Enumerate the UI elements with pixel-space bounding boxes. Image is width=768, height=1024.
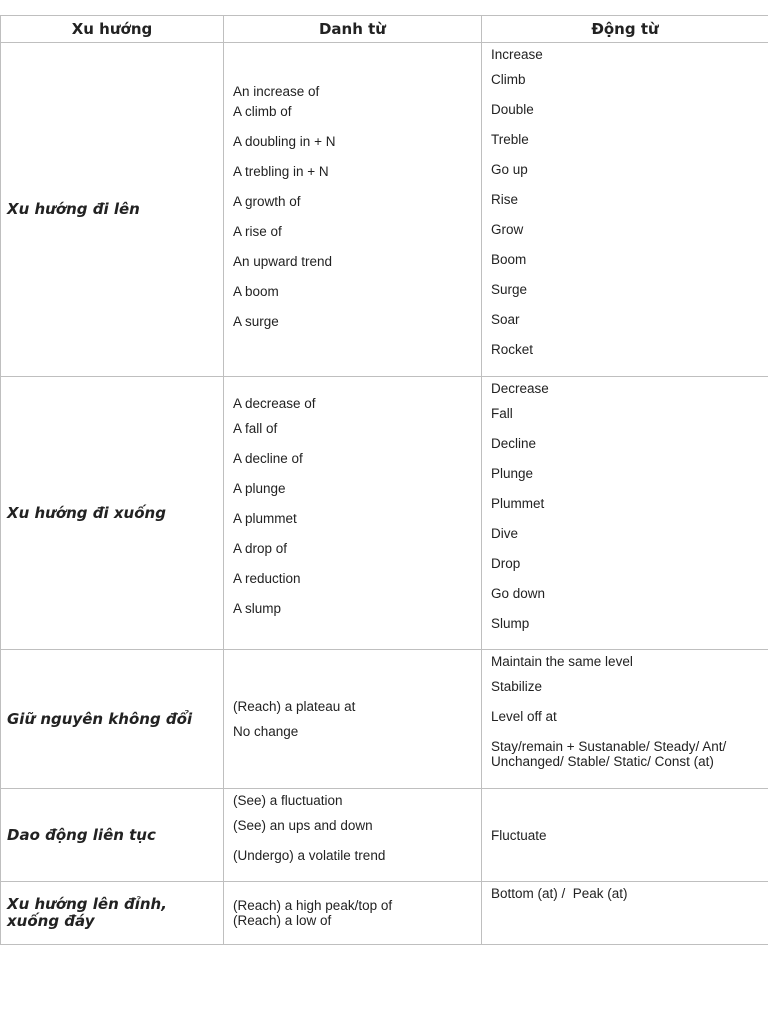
list-item: (Reach) a low of [233,913,332,928]
list-item: Drop [491,556,521,571]
header-row [1,16,768,43]
list-item: A plummet [233,511,297,526]
list-item: A climb of [233,104,292,119]
noun-cell [224,882,482,945]
trend-label: Giữ nguyên không đổi [1,650,224,789]
vocabulary-table [0,15,768,945]
list-item: Go down [491,586,546,601]
list-item: A trebling in + N [233,164,329,179]
list-item: Treble [491,132,529,147]
list-item: A boom [233,284,279,299]
table-row [1,882,768,945]
verb-cell [482,43,768,377]
list-item: Increase [491,47,543,62]
list-item: A slump [233,601,282,616]
list-item: Plummet [491,496,545,511]
list-item: Fall [491,406,513,421]
header-trend: Xu hướng [1,16,224,43]
list-item: Double [491,102,534,117]
noun-cell [224,789,482,882]
list-item: Decline [491,436,537,451]
list-item: Stay/remain + Sustanable/ Steady/ Ant/ Unchanged/ Stable/ Static/ Const (at) [491,739,727,769]
list-item: (See) an ups and down [233,818,373,833]
list-item: A surge [233,314,279,329]
header-noun: Danh từ [224,16,482,43]
trend-label: Xu hướng đi xuống [1,377,224,650]
list-item: A growth of [233,194,301,209]
noun-cell [224,650,482,789]
list-item: Climb [491,72,526,87]
trend-label: Dao động liên tục [1,789,224,882]
list-item: A doubling in + N [233,134,336,149]
list-item: Plunge [491,466,534,481]
list-item: Slump [491,616,530,631]
list-item: An upward trend [233,254,333,269]
trend-label: Xu hướng đi lên [1,43,224,377]
list-item: Surge [491,282,528,297]
list-item: Maintain the same level [491,654,633,669]
list-item: A decrease of [233,396,316,411]
list-item: An increase of [233,84,320,99]
list-item: Grow [491,222,524,237]
table-row [1,789,768,882]
list-item: Go up [491,162,528,177]
table-row [1,377,768,650]
list-item: Soar [491,312,520,327]
verb-cell [482,882,768,945]
table-row [1,650,768,789]
list-item: (Undergo) a volatile trend [233,848,386,863]
list-item: Fluctuate [491,827,547,843]
noun-cell [224,377,482,650]
noun-cell [224,43,482,377]
table-row [1,43,768,377]
list-item: Level off at [491,709,557,724]
list-item: Dive [491,526,519,541]
list-item: Boom [491,252,527,267]
list-item: Bottom (at) / Peak (at) [491,886,628,901]
list-item: Rise [491,192,519,207]
list-item: A decline of [233,451,303,466]
list-item: A reduction [233,571,301,586]
list-item: (Reach) a high peak/top of [233,898,393,913]
list-item: (Reach) a plateau at [233,699,356,714]
list-item: Rocket [491,342,534,357]
verb-cell [482,650,768,789]
header-verb: Động từ [482,16,768,43]
trend-label: Xu hướng lên đỉnh, xuống đáy [1,882,224,945]
list-item: Decrease [491,381,549,396]
list-item: A rise of [233,224,282,239]
verb-cell [482,377,768,650]
list-item: (See) a fluctuation [233,793,343,808]
list-item: A fall of [233,421,278,436]
list-item: No change [233,724,299,739]
list-item: A plunge [233,481,286,496]
verb-cell [482,789,768,882]
list-item: Stabilize [491,679,543,694]
list-item: A drop of [233,541,288,556]
